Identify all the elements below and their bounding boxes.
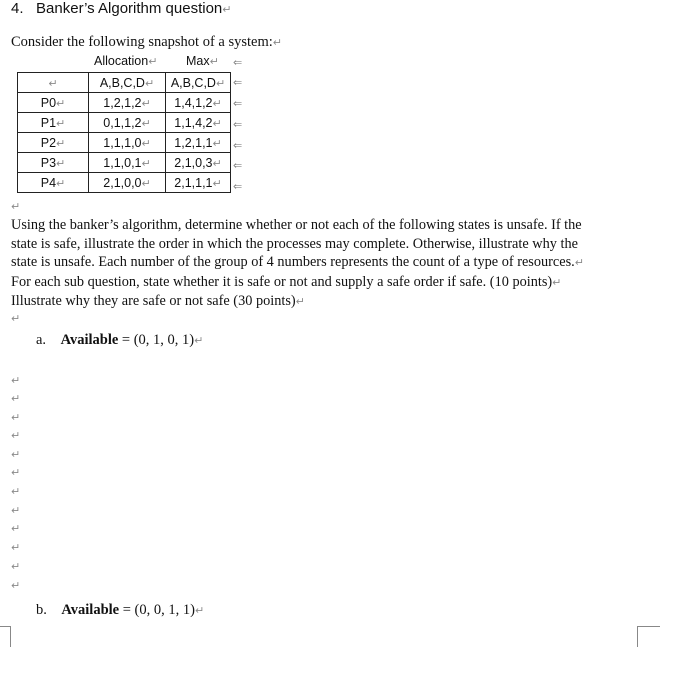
- cell-mark: ↵: [209, 55, 219, 68]
- allocation-cell: 1,1,0,1↵: [89, 153, 166, 173]
- row-end-mark: ⇐: [233, 159, 243, 172]
- question-heading: [11, 0, 231, 17]
- question-value: = (0, 1, 0, 1): [121, 332, 195, 348]
- question-label: Available: [60, 332, 119, 348]
- table-subheader-row: [18, 73, 231, 93]
- process-cell: P2↵: [18, 133, 89, 153]
- table-row: [18, 173, 231, 193]
- max-cell: 2,1,1,1↵: [166, 173, 231, 193]
- max-cell: 1,2,1,1↵: [166, 133, 231, 153]
- snapshot-table: [17, 72, 231, 193]
- row-end-mark: ⇐: [233, 97, 243, 110]
- empty-paragraph-mark: ↵: [11, 411, 21, 424]
- allocation-subheader: A,B,C,D↵: [89, 73, 166, 93]
- allocation-header: Allocation↵: [94, 54, 158, 68]
- empty-paragraph-mark: ↵: [11, 541, 21, 554]
- table-corner-cell: ↵: [18, 73, 89, 93]
- empty-paragraph-mark: ↵: [11, 485, 21, 498]
- max-subheader: A,B,C,D↵: [166, 73, 231, 93]
- table-row: [18, 133, 231, 153]
- heading-number: 4.: [11, 0, 24, 17]
- empty-paragraph-mark: ↵: [11, 466, 21, 479]
- paragraph-line: state is safe, illustrate the order in which the processes may complete. Otherwise, illustrate why the: [11, 235, 578, 252]
- paragraph-mark: ↵: [272, 36, 282, 49]
- row-end-mark: ⇐: [233, 118, 243, 131]
- table-row: [18, 153, 231, 173]
- process-cell: P4↵: [18, 173, 89, 193]
- allocation-cell: 2,1,0,0↵: [89, 173, 166, 193]
- paragraph-line: state is unsafe. Each number of the group of 4 numbers represents the count of a type of resources.↵: [11, 254, 584, 271]
- empty-paragraph-mark: ↵: [11, 579, 21, 592]
- cell-mark: ↵: [148, 55, 158, 68]
- process-cell: P0↵: [18, 93, 89, 113]
- max-cell: 2,1,0,3↵: [166, 153, 231, 173]
- heading-title: Banker’s Algorithm question: [36, 0, 223, 17]
- allocation-cell: 1,1,1,0↵: [89, 133, 166, 153]
- allocation-cell: 1,2,1,2↵: [89, 93, 166, 113]
- row-end-mark: ⇐: [233, 76, 243, 89]
- table-row: [18, 113, 231, 133]
- table-row: [18, 93, 231, 113]
- question-label: Available: [61, 602, 120, 618]
- empty-paragraph-mark: ↵: [11, 392, 21, 405]
- empty-paragraph-mark: ↵: [11, 504, 21, 517]
- empty-paragraph-mark: ↵: [11, 374, 21, 387]
- empty-paragraph-mark: ↵: [11, 429, 21, 442]
- intro-text: Consider the following snapshot of a system:↵: [11, 34, 282, 50]
- process-cell: P1↵: [18, 113, 89, 133]
- empty-paragraph-mark: ↵: [11, 560, 21, 573]
- max-cell: 1,4,1,2↵: [166, 93, 231, 113]
- row-end-mark: ⇐: [233, 139, 243, 152]
- crop-mark-left: [0, 626, 11, 647]
- max-header: Max↵: [186, 54, 219, 68]
- allocation-cell: 0,1,1,2↵: [89, 113, 166, 133]
- process-cell: P3↵: [18, 153, 89, 173]
- paragraph-line: For each sub question, state whether it is safe or not and supply a safe order if safe. (10 points)↵: [11, 273, 562, 290]
- question-a: a. Available = (0, 1, 0, 1)↵: [36, 332, 204, 348]
- empty-paragraph-mark: ↵: [11, 312, 21, 325]
- paragraph-line: Using the banker’s algorithm, determine whether or not each of the following states is unsafe. If the: [11, 217, 582, 233]
- row-end-mark: ⇐: [233, 56, 243, 69]
- paragraph-mark: ↵: [222, 3, 232, 16]
- crop-mark-right: [637, 626, 660, 647]
- question-letter: b.: [36, 602, 47, 618]
- question-value: = (0, 0, 1, 1): [122, 602, 195, 618]
- empty-paragraph-mark: ↵: [11, 200, 21, 213]
- question-letter: a.: [36, 332, 47, 348]
- row-end-mark: ⇐: [233, 180, 243, 193]
- paragraph-line: Illustrate why they are safe or not safe (30 points)↵: [11, 293, 305, 310]
- question-b: b. Available = (0, 0, 1, 1)↵: [36, 602, 205, 618]
- instructions-paragraph: [11, 216, 651, 312]
- max-cell: 1,1,4,2↵: [166, 113, 231, 133]
- empty-paragraph-mark: ↵: [11, 522, 21, 535]
- empty-paragraph-mark: ↵: [11, 448, 21, 461]
